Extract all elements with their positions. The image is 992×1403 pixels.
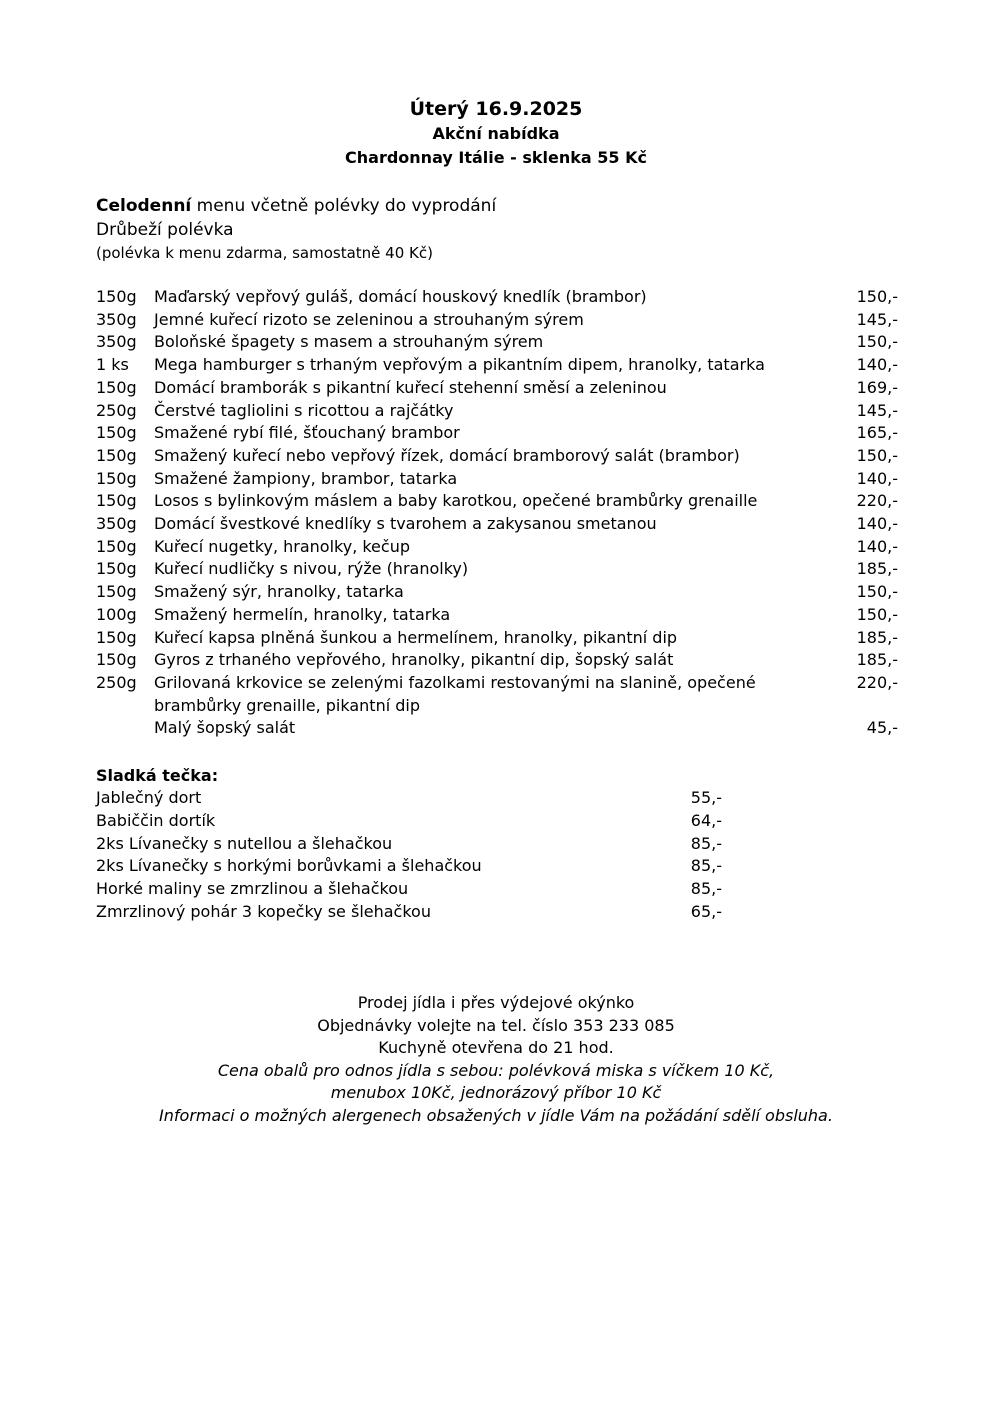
menu-item-name: Smažený hermelín, hranolky, tatarka (154, 604, 451, 624)
menu-item-price: 140,- (856, 514, 898, 534)
dessert-item-price: 85,- (690, 856, 722, 876)
menu-item-weight: 1 ks (96, 355, 129, 375)
dessert-item (96, 833, 722, 856)
desserts-section (96, 764, 722, 924)
menu-description (96, 194, 496, 218)
dessert-item (96, 901, 722, 924)
menu-item-price: 150,- (856, 582, 898, 602)
soup-note: (polévka k menu zdarma, samostatně 40 Kč) (96, 244, 433, 262)
menu-item-weight: 100g (96, 604, 137, 624)
menu-item-price: 150,- (856, 604, 898, 624)
menu-item-weight: 350g (96, 309, 137, 329)
menu-item-price: 140,- (856, 355, 898, 375)
menu-item-name: Smažené rybí filé, šťouchaný brambor (154, 423, 460, 443)
dessert-item-price: 65,- (690, 901, 722, 921)
menu-item-name: Boloňské špagety s masem a strouhaným sýrem (154, 332, 544, 352)
menu-list (96, 286, 898, 740)
menu-item-price: 185,- (856, 650, 898, 670)
dessert-item-name: Babiččin dortík (96, 810, 216, 830)
menu-item (96, 536, 898, 559)
dessert-item-name: Horké maliny se zmrzlinou a šlehačkou (96, 879, 409, 899)
footer-phone: Objednávky volejte na tel. číslo 353 233 085 (317, 1015, 675, 1035)
menu-item-name: Smažený kuřecí nebo vepřový řízek, domácí bramborový salát (brambor) (154, 445, 740, 465)
wine-offer: Chardonnay Itálie - sklenka 55 Kč (345, 148, 647, 167)
dessert-item-price: 64,- (690, 810, 722, 830)
menu-item (96, 354, 898, 377)
intro (96, 194, 496, 265)
menu-item-weight: 150g (96, 468, 137, 488)
header (0, 96, 992, 170)
menu-item-price: 145,- (856, 309, 898, 329)
menu-item-price: 140,- (856, 536, 898, 556)
dessert-item-name: 2ks Lívanečky s horkými borůvkami a šlehačkou (96, 856, 482, 876)
menu-item (96, 309, 898, 332)
menu-item-name: Gyros z trhaného vepřového, hranolky, pikantní dip, šopský salát (154, 650, 674, 670)
menu-item-price: 185,- (856, 627, 898, 647)
menu-item (96, 649, 898, 672)
footer-allergens: Informaci o možných alergenech obsažených v jídle Vám na požádání sdělí obsluha. (159, 1105, 833, 1125)
menu-item-price: 220,- (856, 672, 898, 692)
menu-item-weight: 250g (96, 400, 137, 420)
dessert-item (96, 810, 722, 833)
menu-item-name: Čerstvé tagliolini s ricottou a rajčátky (154, 400, 454, 420)
menu-item-name: Maďarský vepřový guláš, domácí houskový knedlík (brambor) (154, 287, 647, 306)
menu-item (96, 717, 898, 740)
menu-item-weight: 150g (96, 287, 137, 306)
dessert-item-price: 85,- (690, 879, 722, 899)
menu-item-price: 150,- (856, 332, 898, 352)
menu-item-weight (96, 717, 154, 740)
menu-item-name: Jemné kuřecí rizoto se zeleninou a strouhaným sýrem (154, 309, 584, 329)
dessert-item-name: Jablečný dort (96, 788, 202, 807)
dessert-item-name: Zmrzlinový pohár 3 kopečky se šlehačkou (96, 901, 431, 921)
menu-item-name: Malý šopský salát (154, 718, 296, 738)
menu-description-rest: menu včetně polévky do vyprodání (191, 196, 497, 216)
menu-item-weight: 150g (96, 650, 137, 670)
dessert-item (96, 878, 722, 901)
dessert-item-price: 55,- (690, 788, 722, 807)
menu-item-price: 145,- (856, 400, 898, 420)
menu-item-price: 150,- (856, 287, 898, 306)
menu-description-bold: Celodenní (96, 196, 192, 216)
menu-item (96, 672, 898, 717)
footer-hours: Kuchyně otevřena do 21 hod. (378, 1038, 614, 1057)
menu-item-price: 45,- (866, 718, 898, 738)
menu-item (96, 627, 898, 650)
menu-item-name: Kuřecí nudličky s nivou, rýže (hranolky) (154, 559, 469, 579)
footer-packaging-2: menubox 10Kč, jednorázový příbor 10 Kč (330, 1083, 662, 1102)
menu-item-price: 150,- (856, 445, 898, 465)
menu-item-price: 169,- (856, 377, 898, 397)
offer-heading: Akční nabídka (432, 124, 560, 143)
menu-item-weight: 250g (96, 672, 137, 692)
footer-packaging-1: Cena obalů pro odnos jídla s sebou: polévková miska s víčkem 10 Kč, (217, 1060, 775, 1080)
menu-item-name: Losos s bylinkovým máslem a baby karotkou, opečené brambůrky grenaille (154, 491, 758, 511)
menu-item-price: 220,- (856, 491, 898, 511)
menu-item (96, 377, 898, 400)
footer (0, 992, 992, 1127)
menu-item-weight: 150g (96, 536, 137, 556)
menu-item-weight: 150g (96, 627, 137, 647)
dessert-list (96, 787, 722, 924)
menu-item-weight: 350g (96, 332, 137, 352)
menu-item (96, 490, 898, 513)
menu-item-name: Kuřecí nugetky, hranolky, kečup (154, 536, 410, 556)
menu-item (96, 422, 898, 445)
menu-item (96, 331, 898, 354)
menu-item-name: Domácí bramborák s pikantní kuřecí stehenní směsí a zeleninou (154, 377, 667, 397)
menu-item (96, 400, 898, 423)
footer-takeaway: Prodej jídla i přes výdejové okýnko (357, 993, 635, 1012)
menu-item (96, 558, 898, 581)
desserts-title: Sladká tečka: (96, 766, 219, 785)
menu-item-name: Smažený sýr, hranolky, tatarka (154, 582, 404, 602)
menu-item-weight: 150g (96, 559, 137, 579)
menu-item-weight: 150g (96, 377, 137, 397)
menu-item (96, 513, 898, 536)
menu-item (96, 286, 898, 309)
dessert-item-name: 2ks Lívanečky s nutellou a šlehačkou (96, 833, 393, 853)
menu-item (96, 581, 898, 604)
menu-item (96, 604, 898, 627)
dessert-item-price: 85,- (690, 833, 722, 853)
menu-item-name: Domácí švestkové knedlíky s tvarohem a zakysanou smetanou (154, 514, 657, 534)
menu-item-name: Grilovaná krkovice se zelenými fazolkami restovanými na slanině, opečené brambůrky grenaille, pikantní dip (154, 672, 756, 715)
menu-item-name: Mega hamburger s trhaným vepřovým a pikantním dipem, hranolky, tatarka (154, 355, 765, 375)
menu-item-name: Smažené žampiony, brambor, tatarka (154, 468, 458, 488)
dessert-item (96, 855, 722, 878)
menu-item-price: 165,- (856, 423, 898, 443)
soup-name: Drůbeží polévka (96, 220, 234, 240)
menu-item-weight: 150g (96, 423, 137, 443)
date-heading: Úterý 16.9.2025 (409, 98, 583, 120)
menu-item (96, 468, 898, 491)
dessert-item (96, 787, 722, 810)
menu-item-weight: 150g (96, 491, 137, 511)
menu-item-weight: 150g (96, 582, 137, 602)
menu-item-name: Kuřecí kapsa plněná šunkou a hermelínem, hranolky, pikantní dip (154, 627, 678, 647)
menu-item-weight: 350g (96, 514, 137, 534)
menu-item-weight: 150g (96, 445, 137, 465)
menu-item (96, 445, 898, 468)
menu-item-price: 185,- (856, 559, 898, 579)
menu-item-price: 140,- (856, 468, 898, 488)
